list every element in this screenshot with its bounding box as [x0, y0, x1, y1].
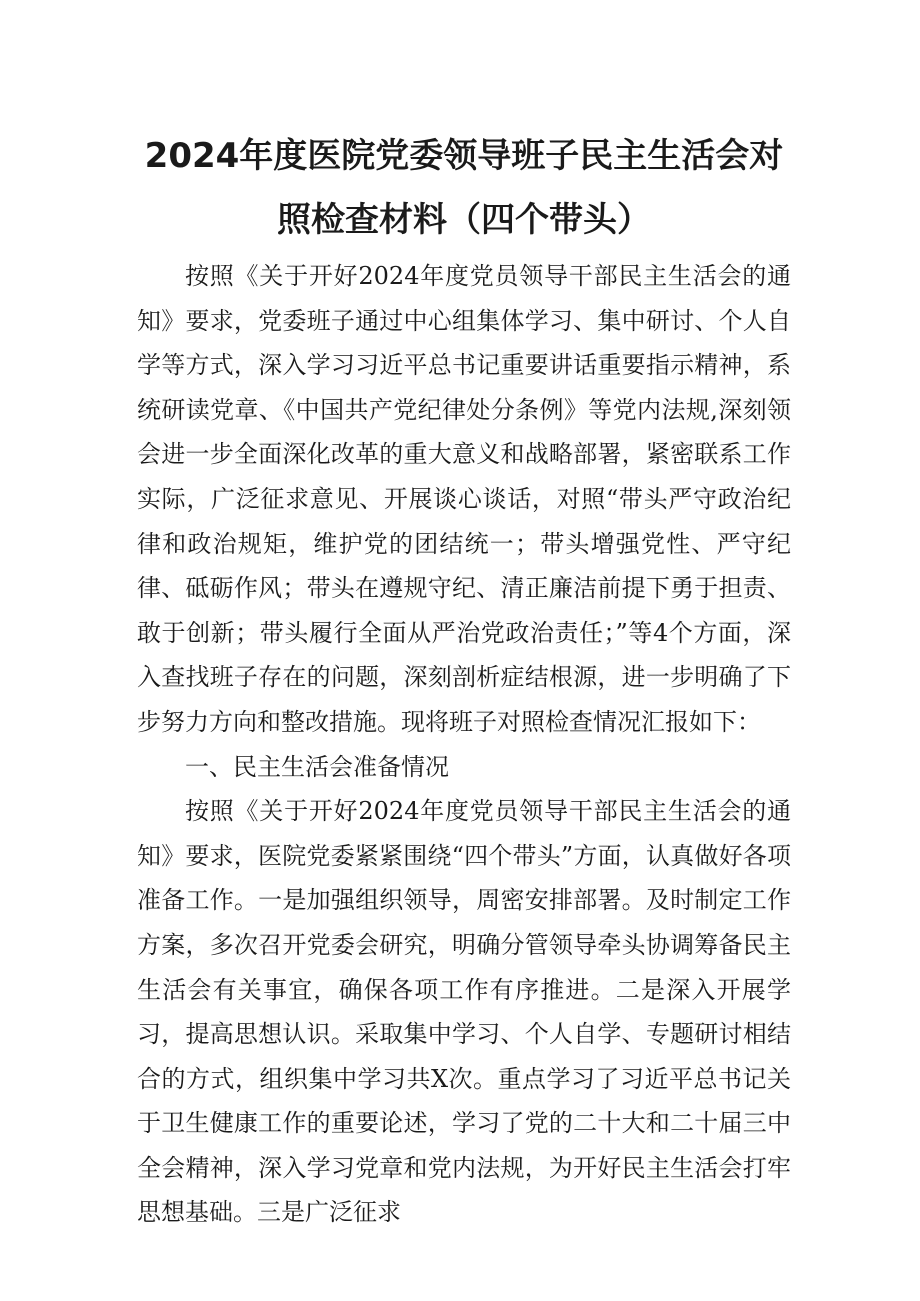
section-heading-1: 一、民主生活会准备情况: [185, 752, 449, 781]
title-line-1: 2024年度医院党委领导班子民主生活会对: [144, 136, 784, 176]
document-body: [137, 254, 791, 1235]
title-line-2: 照检查材料（四个带头）: [277, 200, 651, 240]
paragraph-intro: 按照《关于开好2024年度党员领导干部民主生活会的通知》要求，党委班子通过中心组集体学习、集中研讨、个人自学等方式，深入学习习近平总书记重要讲话重要指示精神，系统研读党章、《中国共产党纪律处分条例》等党内法规,深刻领会进一步全面深化改革的重大意义和战略部署，紧密联系工作实际，广泛征求意见、开展谈心谈话，对照“带头严守政治纪律和政治规矩，维护党的团结统一；带头增强党性、严守纪律、砥砺作风；带头在遵规守纪、清正廉洁前提下勇于担责、敢于创新；带头履行全面从严治党政治责任；”等4个方面，深入查找班子存在的问题，深刻剖析症结根源，进一步明确了下步努力方向和整改措施。现将班子对照检查情况汇报如下：: [137, 262, 791, 736]
document-title: [137, 124, 791, 252]
paragraph-preparation: 按照《关于开好2024年度党员领导干部民主生活会的通知》要求，医院党委紧紧围绕“四个带头”方面，认真做好各项准备工作。一是加强组织领导，周密安排部署。及时制定工作方案，多次召开党委会研究，明确分管领导牵头协调筹备民主生活会有关事宜，确保各项工作有序推进。二是深入开展学习，提高思想认识。采取集中学习、个人自学、专题研讨相结合的方式，组织集中学习共X次。重点学习了习近平总书记关于卫生健康工作的重要论述，学习了党的二十大和二十届三中全会精神，深入学习党章和党内法规，为开好民主生活会打牢思想基础。三是广泛征求: [137, 797, 791, 1227]
